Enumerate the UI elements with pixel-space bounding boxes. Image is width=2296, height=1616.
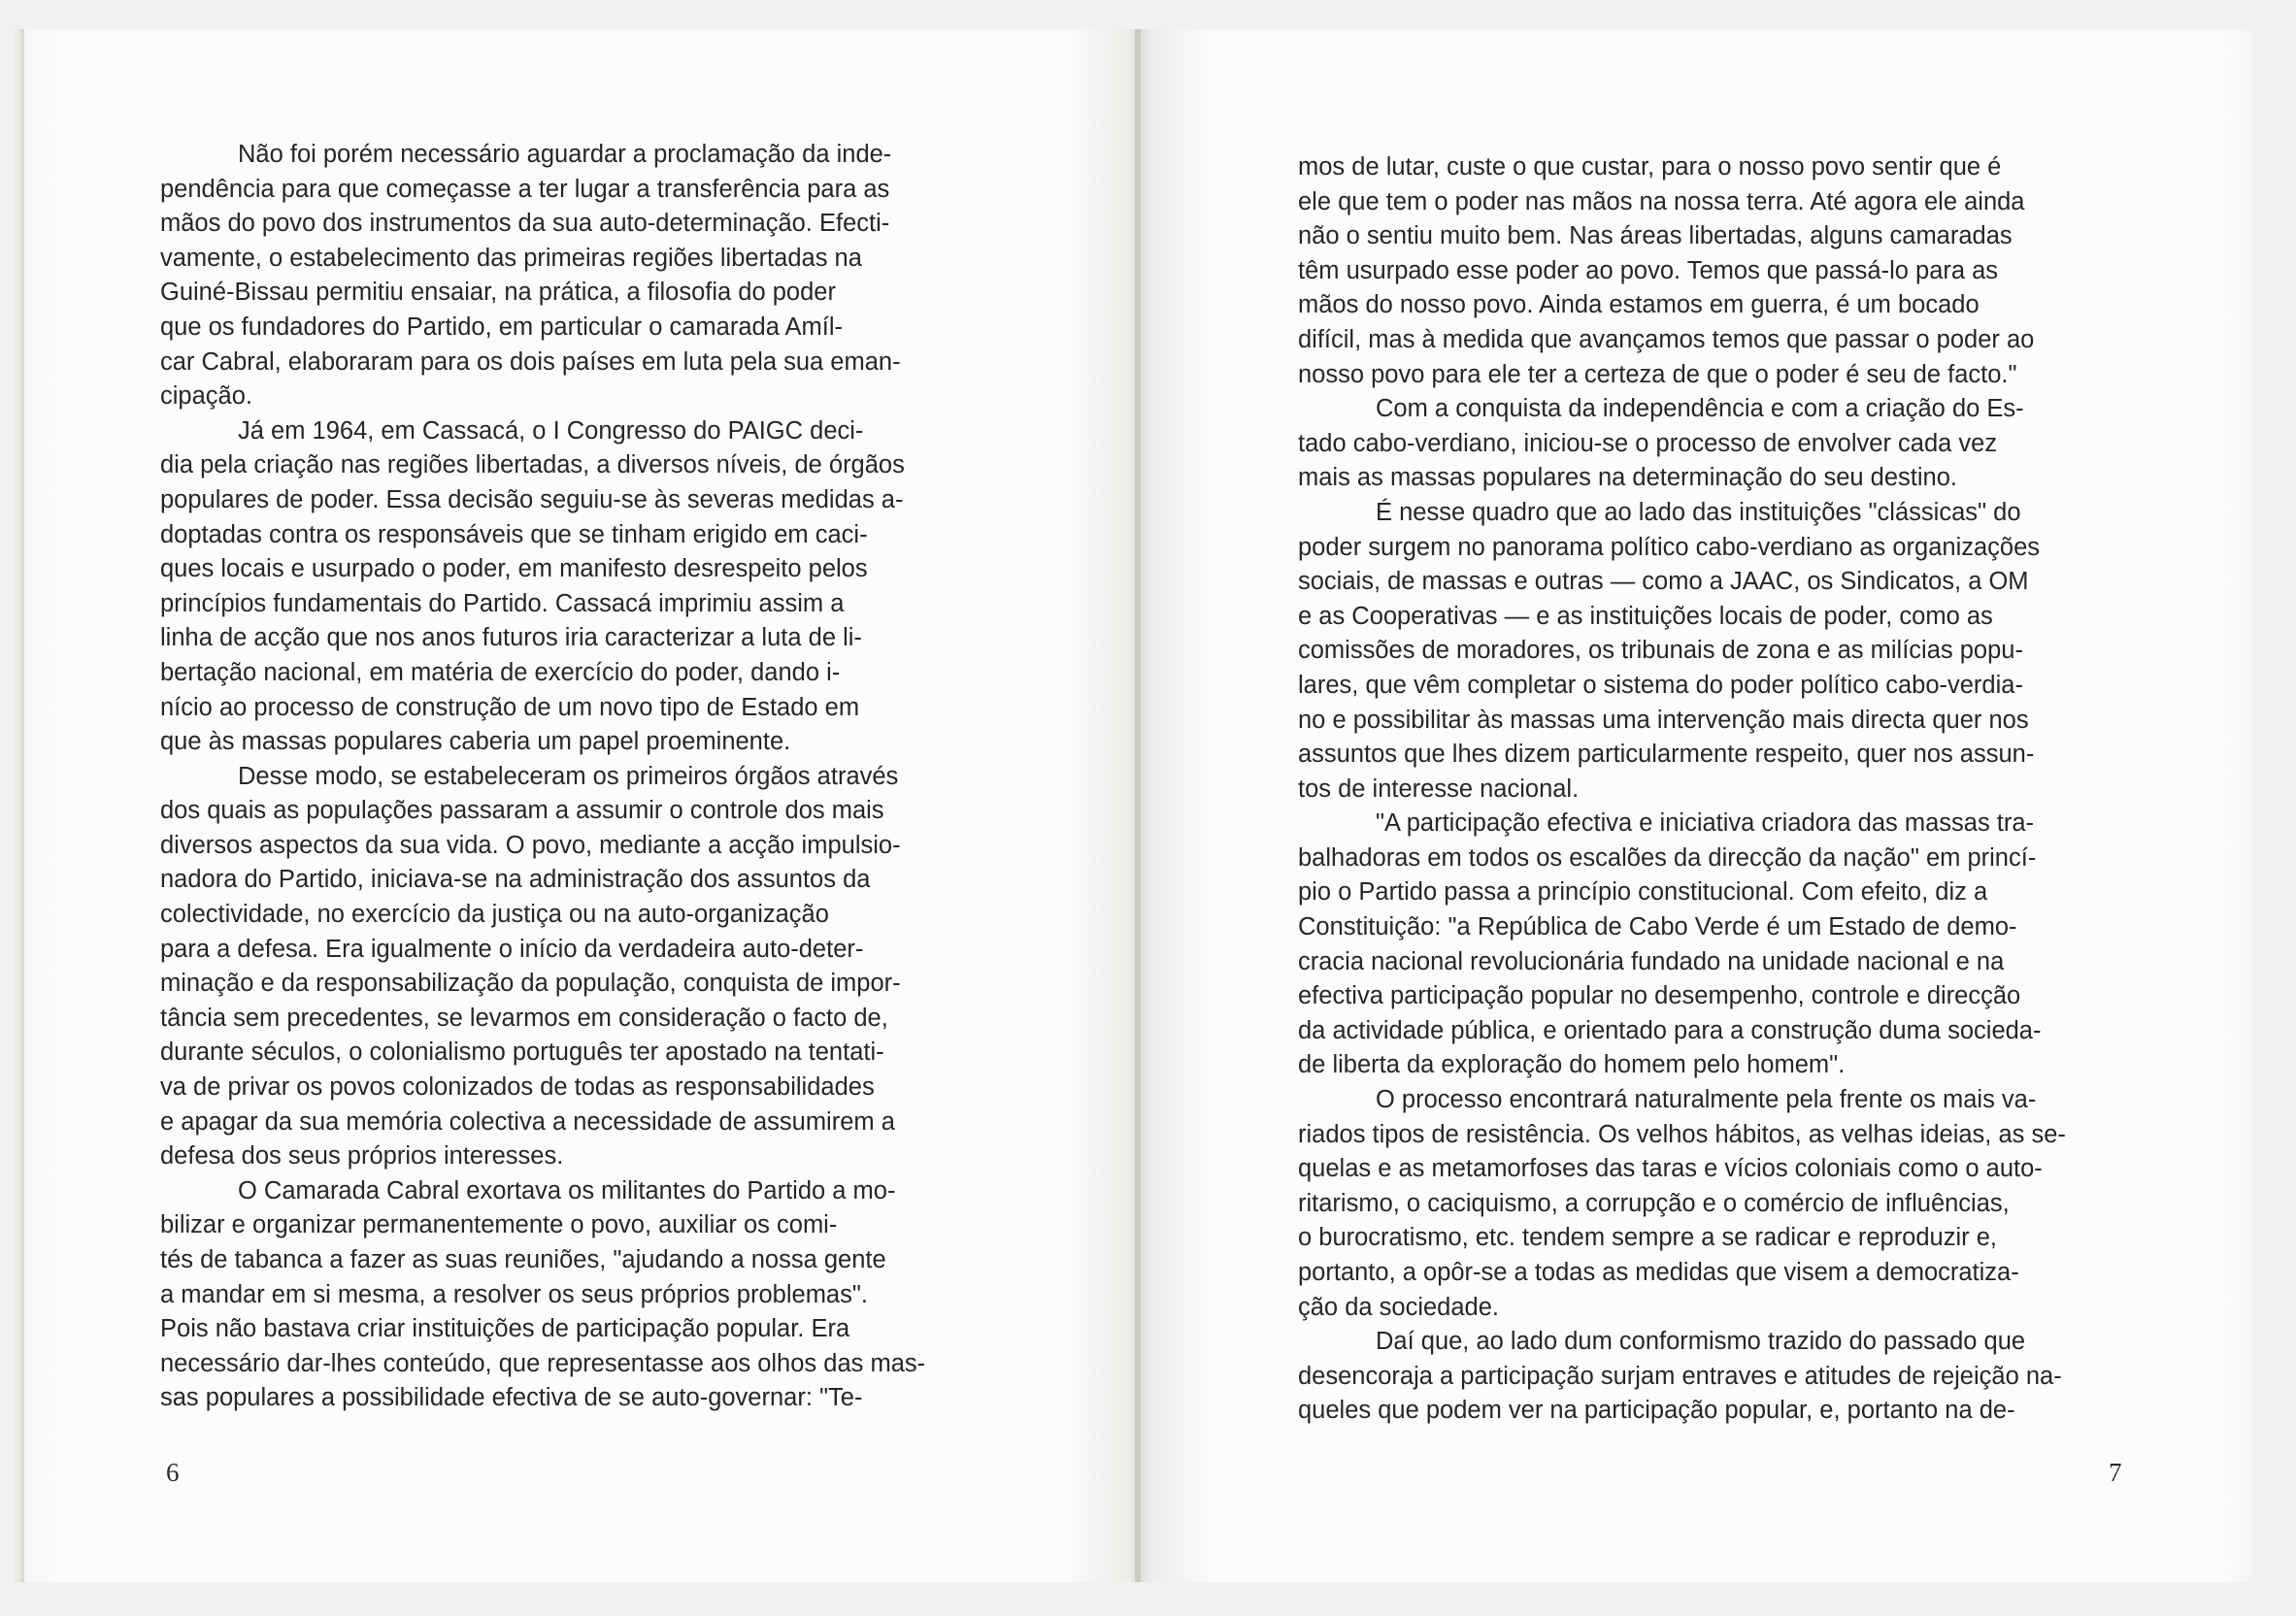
right-page [1138, 29, 2254, 1582]
paragraph: Desse modo, se estabeleceram os primeiros órgãos através dos quais as populações passaram a assumir o controle dos mais diversos aspectos da sua vida. O povo, mediante a acção impulsio- nadora do Partido, iniciava-se na administração dos assuntos da colectividade, no exercício da justiça ou na auto-organização para a defesa. Era igualmente o início da verdadeira auto-deter- minação e da responsabilização da população, conquista de impor- tância sem precedentes, se levarmos em consideração o facto de, durante séculos, o colonialismo português ter apostado na tentati- va de privar os povos colonizados de todas as responsabilidades e apagar da sua memória colectiva a necessidade de assumirem a defesa dos seus próprios interesses. [160, 762, 901, 1171]
right-page-text [1298, 150, 2150, 1429]
paragraph: Não foi porém necessário aguardar a proclamação da inde- pendência para que começasse a ter lugar a transferência para as mãos do povo dos instrumentos da sua auto-determinação. Efecti- vamente, o estabelecimento das primeiras regiões libertadas na Guiné-Bissau permitiu ensaiar, na prática, a filosofia do poder que os fundadores do Partido, em particular o camarada Amíl- car Cabral, elaboraram para os dois países em luta pela sua eman- cipação. [160, 141, 901, 411]
left-page [21, 29, 1141, 1582]
book-gutter [1135, 29, 1141, 1582]
paragraph: O Camarada Cabral exortava os militantes do Partido a mo- bilizar e organizar permanentemente o povo, auxiliar os comi- tés de tabanca a fazer as suas reuniões, "ajudando a nossa gente a mandar em si mesma, a resolver os seus próprios problemas". Pois não bastava criar instituições de participação popular. Era necessário dar-lhes conteúdo, que representasse aos olhos das mas- sas populares a possibilidade efectiva de se auto-governar: "Te- [160, 1176, 926, 1412]
paragraph: mos de lutar, custe o que custar, para o nosso povo sentir que é ele que tem o poder nas mãos na nossa terra. Até agora ele ainda não o sentiu muito bem. Nas áreas libertadas, alguns camaradas têm usurpado esse poder ao povo. Temos que passá-lo para as mãos do nosso povo. Ainda estamos em guerra, é um bocado difícil, mas à medida que avançamos temos que passar o poder ao nosso povo para ele ter a certeza de que o poder é seu de facto." [1298, 153, 2035, 388]
paragraph: Já em 1964, em Cassacá, o I Congresso do PAIGC deci- dia pela criação nas regiões libertadas, a diversos níveis, de órgãos populares de poder. Essa decisão seguiu-se às severas medidas a- doptadas contra os responsáveis que se tinham erigido em caci- ques locais e usurpado o poder, em manifesto desrespeito pelos princípios fundamentais do Partido. Cassacá imprimiu assim a linha de acção que nos anos futuros iria caracterizar a luta de li- bertação nacional, em matéria de exercício do poder, dando i- nício ao processo de construção de um novo tipo de Estado em que às massas populares caberia um papel proeminente. [160, 416, 905, 756]
page-number-right: 7 [2109, 1458, 2122, 1487]
left-page-text [160, 138, 1015, 1416]
paragraph: É nesse quadro que ao lado das instituições "clássicas" do poder surgem no panorama político cabo-verdiano as organizações sociais, de massas e outras — como a JAAC, os Sindicatos, a OM e as Cooperativas — e as instituições locais de poder, como as comissões de moradores, os tribunais de zona e as milícias popu- lares, que vêm completar o sistema do poder político cabo-verdia- no e possibilitar às massas uma intervenção mais directa quer nos assuntos que lhes dizem particularmente respeito, quer nos assun- tos de interesse nacional. [1298, 498, 2041, 803]
paragraph: Com a conquista da independência e com a criação do Es- tado cabo-verdiano, iniciou-se o processo de envolver cada vez mais as massas populares na determinação do seu destino. [1298, 395, 2024, 492]
page-number-left: 6 [166, 1458, 180, 1487]
paragraph: Daí que, ao lado dum conformismo trazido do passado que desencoraja a participação surjam entraves e atitudes de rejeição na- queles que podem ver na participação popular, e, portanto na de- [1298, 1328, 2062, 1425]
paragraph: O processo encontrará naturalmente pela frente os mais va- riados tipos de resistência. Os velhos hábitos, as velhas ideias, as se- quelas e as metamorfoses das taras e vícios coloniais como o auto- ritarismo, o caciquismo, a corrupção e o comércio de influências, o burocratismo, etc. tendem sempre a se radicar e reproduzir e, portanto, a opôr-se a todas as medidas que visem a democratiza- ção da sociedade. [1298, 1086, 2066, 1321]
paragraph: "A participação efectiva e iniciativa criadora das massas tra- balhadoras em todos os escalões da direcção da nação" em princí- pio o Partido passa a princípio constitucional. Com efeito, diz a Constituição: "a República de Cabo Verde é um Estado de demo- cracia nacional revolucionária fundado na unidade nacional e na efectiva participação popular no desempenho, controle e direcção da actividade pública, e orientado para a construção duma socieda- de liberta da exploração do homem pelo homem". [1298, 809, 2042, 1079]
book-spread [21, 29, 2254, 1582]
